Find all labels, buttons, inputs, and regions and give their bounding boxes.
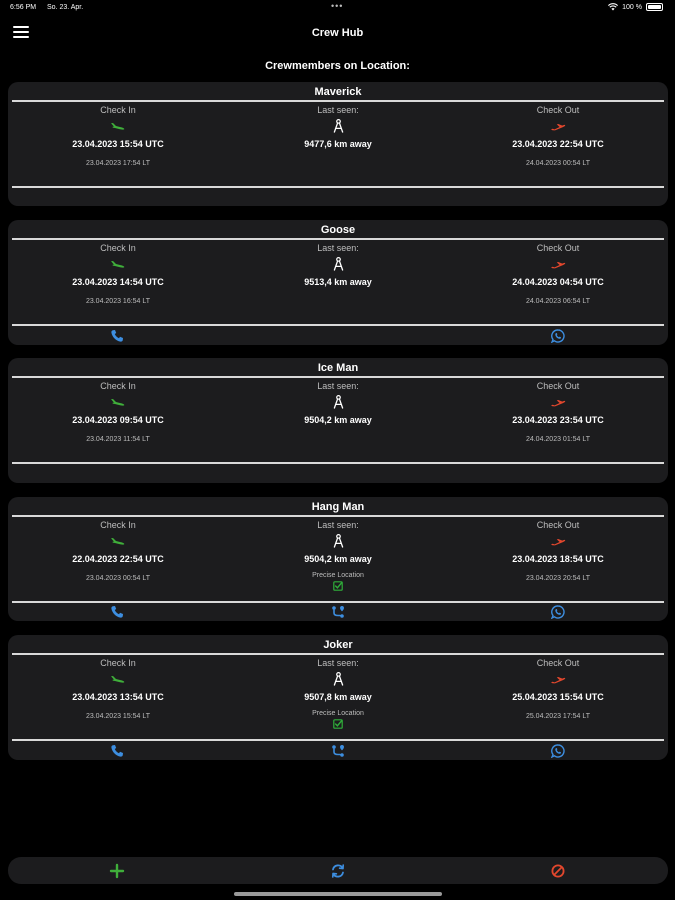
check-in-utc: 22.04.2023 22:54 UTC: [72, 554, 164, 564]
route-icon[interactable]: [331, 744, 345, 758]
section-title: Crewmembers on Location:: [265, 60, 410, 72]
divider: [12, 100, 664, 102]
last-seen-column: [228, 242, 448, 288]
battery-percent: 100 %: [622, 3, 642, 11]
crew-card[interactable]: [8, 635, 668, 760]
check-out-lt: 24.04.2023 00:54 LT: [525, 160, 591, 167]
check-out-label: Check Out: [536, 243, 580, 253]
route-icon[interactable]: [331, 605, 345, 619]
check-out-column: [448, 242, 668, 307]
last-seen-label: Last seen:: [317, 105, 359, 115]
distance-value: 9504,2 km away: [304, 415, 372, 425]
check-out-lt: 25.04.2023 17:54 LT: [525, 713, 591, 720]
check-out-label: Check Out: [536, 105, 580, 115]
plane-takeoff-icon: [550, 122, 566, 131]
crew-name: Joker: [323, 639, 353, 651]
whatsapp-icon[interactable]: [551, 329, 565, 343]
plane-landing-icon: [110, 398, 126, 407]
status-bar: [0, 0, 675, 16]
divider: [12, 186, 664, 188]
last-seen-column: [228, 380, 448, 426]
contact-actions: [8, 327, 668, 345]
compass-icon: [333, 672, 344, 686]
phone-icon[interactable]: [110, 605, 124, 619]
plane-landing-icon: [110, 537, 126, 546]
compass-icon: [333, 257, 344, 271]
check-out-column: [448, 380, 668, 445]
compass-icon: [333, 119, 344, 133]
crew-name: Maverick: [314, 86, 362, 98]
check-out-utc: 23.04.2023 23:54 UTC: [512, 415, 604, 425]
divider: [12, 515, 664, 517]
check-out-utc: 25.04.2023 15:54 UTC: [512, 692, 604, 702]
divider: [12, 238, 664, 240]
whatsapp-icon[interactable]: [551, 605, 565, 619]
check-in-column: [8, 380, 228, 445]
plane-takeoff-icon: [550, 260, 566, 269]
status-date: So. 23. Apr.: [47, 4, 84, 11]
compass-icon: [333, 395, 344, 409]
check-out-column: [448, 519, 668, 584]
distance-value: 9477,6 km away: [304, 139, 372, 149]
page-title: Crew Hub: [311, 27, 364, 39]
refresh-icon[interactable]: [330, 863, 346, 879]
last-seen-column: [228, 104, 448, 150]
check-out-lt: 24.04.2023 06:54 LT: [525, 298, 591, 305]
distance-value: 9513,4 km away: [304, 277, 372, 287]
check-out-utc: 24.04.2023 04:54 UTC: [512, 277, 604, 287]
check-in-utc: 23.04.2023 09:54 UTC: [72, 415, 164, 425]
check-out-utc: 23.04.2023 18:54 UTC: [512, 554, 604, 564]
precise-location-label: Precise Location: [312, 710, 364, 717]
contact-actions: [8, 603, 668, 621]
divider: [12, 653, 664, 655]
multitasking-dots[interactable]: •••: [331, 1, 344, 11]
crew-card[interactable]: [8, 358, 668, 483]
plane-landing-icon: [110, 122, 126, 131]
check-in-label: Check In: [100, 381, 136, 391]
check-in-lt: 23.04.2023 00:54 LT: [85, 575, 151, 582]
check-in-lt: 23.04.2023 16:54 LT: [85, 298, 151, 305]
last-seen-label: Last seen:: [317, 381, 359, 391]
plus-icon[interactable]: [109, 863, 125, 879]
crew-card[interactable]: [8, 82, 668, 206]
check-in-column: [8, 519, 228, 584]
check-in-column: [8, 242, 228, 307]
last-seen-column: [228, 519, 448, 591]
compass-icon: [333, 534, 344, 548]
whatsapp-icon[interactable]: [551, 744, 565, 758]
check-in-label: Check In: [100, 520, 136, 530]
crew-name: Ice Man: [317, 362, 359, 374]
last-seen-column: [228, 657, 448, 729]
status-time: 6:56 PM: [10, 4, 37, 11]
check-in-lt: 23.04.2023 17:54 LT: [85, 160, 151, 167]
divider: [12, 376, 664, 378]
crew-card[interactable]: [8, 220, 668, 345]
check-in-lt: 23.04.2023 15:54 LT: [85, 713, 151, 720]
checkbox-checked-icon: [333, 581, 343, 591]
divider: [12, 324, 664, 326]
prohibit-icon[interactable]: [550, 863, 566, 879]
wifi-icon: [608, 3, 618, 11]
distance-value: 9504,2 km away: [304, 554, 372, 564]
plane-takeoff-icon: [550, 537, 566, 546]
check-in-lt: 23.04.2023 11:54 LT: [86, 436, 150, 443]
check-in-label: Check In: [100, 243, 136, 253]
check-in-label: Check In: [100, 105, 136, 115]
check-out-lt: 23.04.2023 20:54 LT: [525, 575, 591, 582]
check-in-label: Check In: [100, 658, 136, 668]
check-out-column: [448, 104, 668, 169]
crew-name: Goose: [320, 224, 356, 236]
checkbox-checked-icon: [333, 719, 343, 729]
phone-icon[interactable]: [110, 744, 124, 758]
home-indicator: [234, 892, 442, 896]
battery-icon: [646, 3, 663, 11]
divider: [12, 739, 664, 741]
check-out-label: Check Out: [536, 381, 580, 391]
check-out-column: [448, 657, 668, 722]
nav-bar: [0, 22, 675, 44]
distance-value: 9507,8 km away: [304, 692, 372, 702]
check-in-utc: 23.04.2023 15:54 UTC: [72, 139, 164, 149]
last-seen-label: Last seen:: [317, 520, 359, 530]
plane-takeoff-icon: [550, 398, 566, 407]
check-out-label: Check Out: [536, 658, 580, 668]
crew-name: Hang Man: [311, 501, 365, 513]
bottom-toolbar: [8, 857, 668, 884]
last-seen-label: Last seen:: [317, 243, 359, 253]
check-out-lt: 24.04.2023 01:54 LT: [525, 436, 591, 443]
plane-landing-icon: [110, 675, 126, 684]
check-in-column: [8, 104, 228, 169]
plane-takeoff-icon: [550, 675, 566, 684]
precise-location-label: Precise Location: [312, 572, 364, 579]
crew-card[interactable]: [8, 497, 668, 621]
contact-actions: [8, 742, 668, 760]
check-in-utc: 23.04.2023 14:54 UTC: [72, 277, 164, 287]
check-out-utc: 23.04.2023 22:54 UTC: [512, 139, 604, 149]
plane-landing-icon: [110, 260, 126, 269]
check-out-label: Check Out: [536, 520, 580, 530]
check-in-utc: 23.04.2023 13:54 UTC: [72, 692, 164, 702]
check-in-column: [8, 657, 228, 722]
divider: [12, 462, 664, 464]
last-seen-label: Last seen:: [317, 658, 359, 668]
phone-icon[interactable]: [110, 329, 124, 343]
